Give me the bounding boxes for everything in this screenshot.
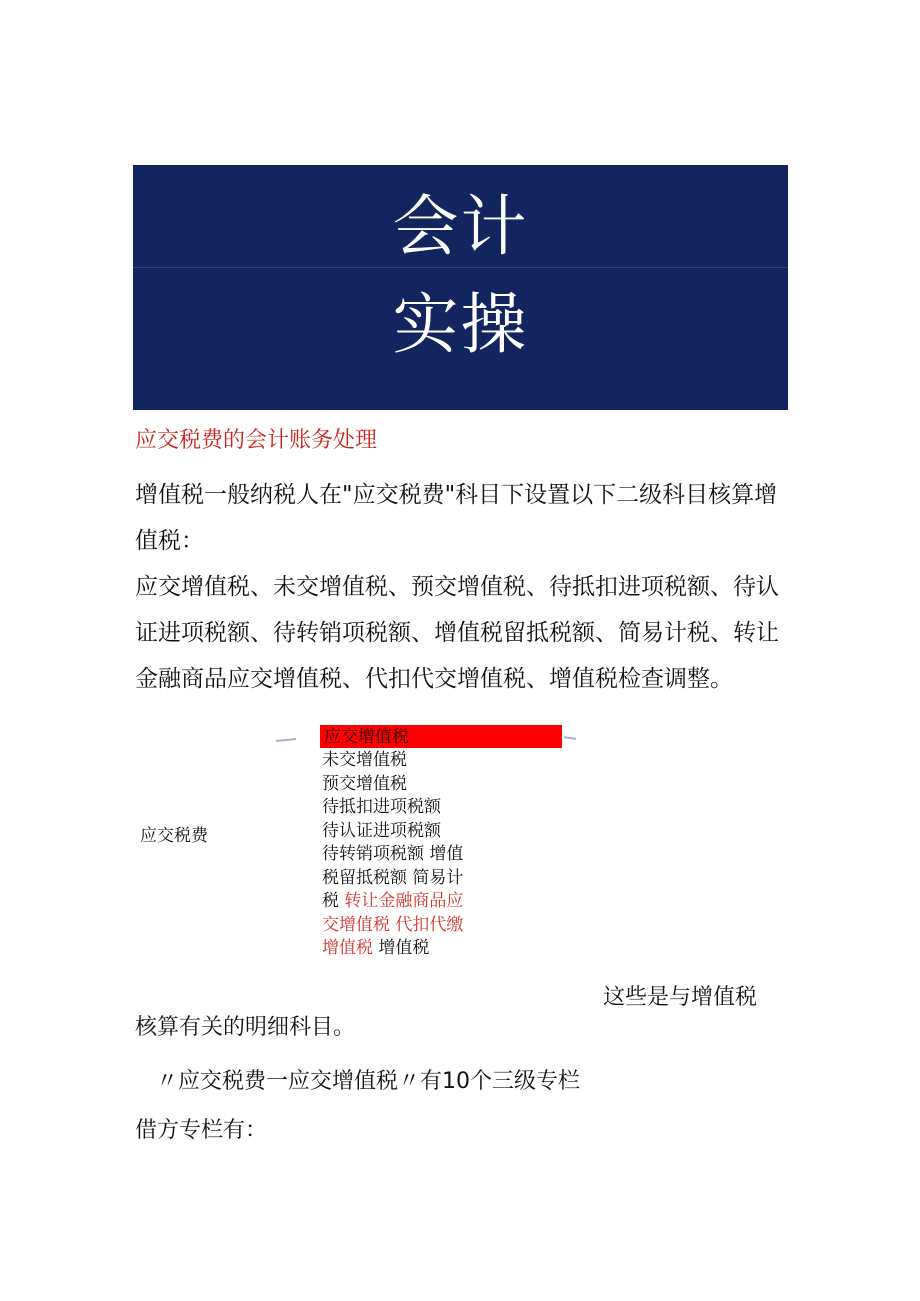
cover-title-line2: 实操 [392,286,529,363]
paragraph-intro: 增值税一般纳税人在"应交税费"科目下设置以下二级科目核算增值税： [135,482,778,554]
quote-line: 〃应交税费一应交增值税〃有10个三级专栏 [156,1069,580,1094]
section-heading: 应交税费的会计账务处理 [135,428,378,453]
cover-banner [133,165,788,410]
tail-text-right: 这些是与增值税 [603,985,758,1010]
paragraph-subaccounts: 应交增值税、未交增值税、预交增值税、待抵扣进项税额、待认证进项税额、待转销项税额、增值税留抵税额、简易计税、转让金融商品应交增值税、代扣代交增值税、增值税检查调整。 [135,574,779,692]
cover-divider [133,267,788,268]
diagram-item: 待转销项税额 增值税留抵税额 简易计税 [322,844,464,911]
diagram-item: 未交增值税 [322,750,407,770]
bracket-left-line [276,738,296,742]
cover-title-line1: 会计 [392,188,529,265]
tail-text-left: 核算有关的明细科目。 [135,1015,356,1040]
diagram-item: 待认证进项税额 [322,820,441,841]
diagram-highlighted-item: 应交增值税 [324,727,409,747]
debit-line: 借方专栏有： [135,1118,268,1143]
diagram-item-red: 转让金融商品应交增值税 代扣代缴增值税 [322,891,464,958]
diagram-item: 增值税 [373,938,430,958]
diagram-root-label: 应交税费 [140,826,208,846]
diagram-item: 待抵扣进项税额 [322,797,441,817]
bracket-right-line [564,736,576,740]
diagram-item: 预交增值税 [322,773,407,794]
diagram-item-list [322,749,472,961]
